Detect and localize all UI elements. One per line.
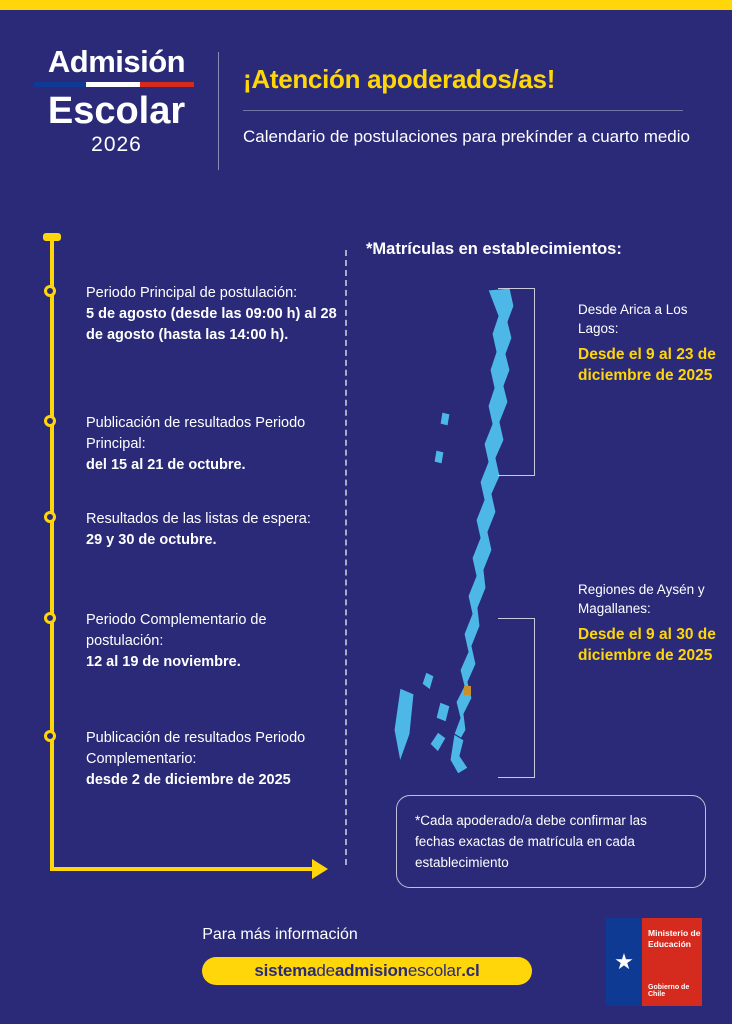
- timeline-item: [50, 283, 340, 346]
- top-accent-bar: [0, 0, 732, 10]
- website-url-pill[interactable]: [202, 957, 532, 985]
- callout-zone-label: Regiones de Aysén y Magallanes:: [578, 582, 705, 616]
- timeline-item-label: Publicación de resultados Periodo Complementario:: [86, 730, 306, 767]
- timeline-item: [50, 413, 340, 476]
- footer-more-info: Para más información: [202, 926, 358, 943]
- timeline-dot-icon: [44, 511, 56, 523]
- timeline-item-label: Resultados de las listas de espera:: [86, 511, 311, 527]
- brand-logo: [34, 45, 199, 157]
- ministry-line-1: Ministerio de: [648, 928, 701, 938]
- url-part-sistema: sistema: [254, 961, 317, 980]
- callout-zone-label: Desde Arica a Los Lagos:: [578, 302, 688, 336]
- url-part-de: de: [316, 961, 335, 980]
- timeline-item: [50, 728, 340, 791]
- government-logo: [606, 918, 702, 1006]
- timeline-arrow-icon: [312, 859, 328, 879]
- url-part-admision: admision: [334, 961, 408, 980]
- timeline: [50, 228, 350, 868]
- timeline-item-label: Periodo Complementario de postulación:: [86, 612, 267, 649]
- map-marker-icon: [464, 686, 471, 695]
- chile-map-svg: [380, 282, 580, 782]
- page-title: ¡Atención apoderados/as!: [243, 64, 556, 94]
- timeline-item-value: 5 de agosto (desde las 09:00 h) al 28 de agosto (hasta las 14:00 h).: [86, 306, 337, 343]
- enrollment-title: *Matrículas en establecimientos:: [366, 240, 622, 258]
- timeline-item-value: 29 y 30 de octubre.: [86, 532, 217, 548]
- title-underline: [243, 110, 683, 111]
- ministry-block: [642, 918, 702, 1006]
- callout-south: [578, 580, 728, 666]
- brand-admision-text: Admisión: [47, 44, 186, 79]
- ministry-line-2: Educación: [648, 939, 691, 949]
- callout-dates: Desde el 9 al 30 de diciembre de 2025: [578, 626, 716, 664]
- timeline-item-value: del 15 al 21 de octubre.: [86, 457, 246, 473]
- url-part-escolar: escolar: [407, 961, 462, 980]
- column-dashed-divider: [345, 250, 347, 865]
- url-part-tld: .cl: [461, 961, 480, 980]
- header-divider: [218, 52, 219, 170]
- header: [0, 10, 732, 185]
- timeline-item-label: Periodo Principal de postulación:: [86, 285, 298, 301]
- brand-year-text: 2026: [91, 133, 142, 156]
- timeline-dot-icon: [44, 285, 56, 297]
- government-crest: [606, 918, 642, 1006]
- star-icon: ★: [614, 949, 634, 974]
- page-subtitle: Calendario de postulaciones para prekínder a cuarto medio: [243, 127, 690, 146]
- timeline-dot-icon: [44, 415, 56, 427]
- timeline-item: [50, 509, 340, 551]
- chile-map: [380, 282, 580, 782]
- timeline-item: [50, 610, 340, 673]
- timeline-item-label: Publicación de resultados Periodo Principal:: [86, 415, 306, 452]
- timeline-dot-icon: [44, 612, 56, 624]
- bracket-north: [498, 288, 535, 476]
- ministry-name: [648, 928, 700, 950]
- timeline-item-value: 12 al 19 de noviembre.: [86, 654, 241, 670]
- timeline-dot-icon: [44, 730, 56, 742]
- brand-escolar-text: Escolar: [47, 90, 186, 132]
- callout-north: [578, 300, 728, 386]
- timeline-bottom-line: [50, 867, 318, 871]
- enrollment-note: *Cada apoderado/a debe confirmar las fechas exactas de matrícula en cada establecimiento: [396, 795, 706, 888]
- chile-flag-stripes: [34, 82, 194, 87]
- timeline-item-value: desde 2 de diciembre de 2025: [86, 772, 291, 788]
- callout-dates: Desde el 9 al 23 de diciembre de 2025: [578, 346, 716, 384]
- bracket-south: [498, 618, 535, 778]
- government-label: Gobierno de Chile: [648, 984, 690, 998]
